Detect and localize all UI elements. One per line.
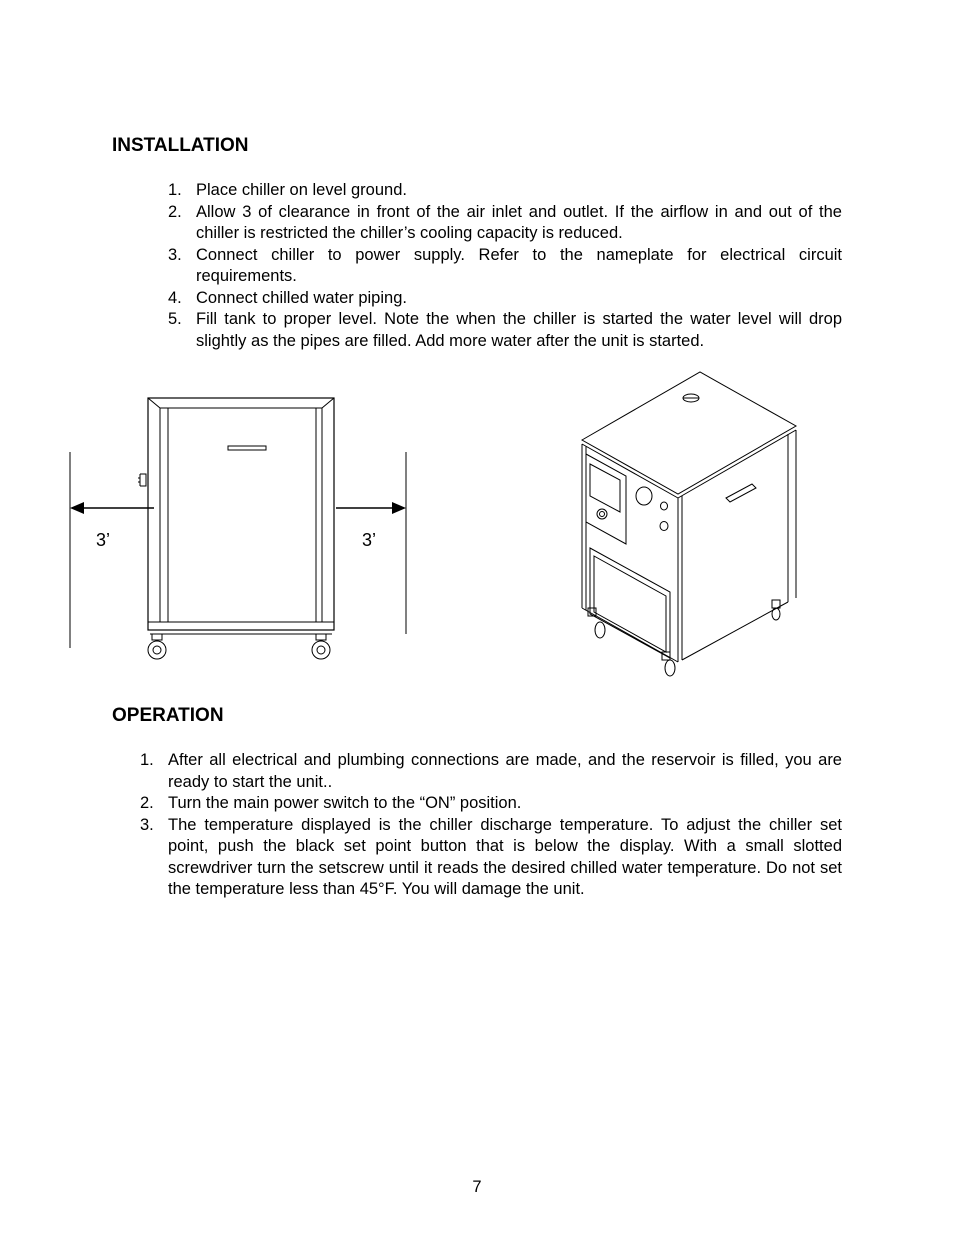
list-item: [140, 815, 842, 901]
item-number: 2.: [168, 202, 182, 221]
installation-steps-list: [168, 180, 842, 352]
water-port-small: [660, 522, 668, 531]
caster: [662, 652, 675, 676]
list-item: [168, 245, 842, 288]
item-text: Connect chiller to power supply. Refer to the nameplate for electrical circuit requirements.: [196, 245, 842, 285]
installation-heading: INSTALLATION: [112, 135, 249, 156]
list-item: [168, 180, 842, 202]
bracket: [138, 474, 146, 486]
list-item: [168, 202, 842, 245]
item-number: 4.: [168, 288, 182, 307]
left-clearance-label: 3’: [96, 530, 111, 550]
water-port-large: [636, 487, 652, 505]
cabinet-outline: [148, 398, 334, 630]
list-item: [168, 288, 842, 310]
item-number: 3.: [140, 815, 154, 834]
list-item: [168, 309, 842, 352]
item-number: 2.: [140, 794, 154, 812]
list-item: [140, 793, 842, 815]
item-number: 3.: [168, 245, 182, 264]
setpoint-knob: [597, 509, 607, 519]
item-text: The temperature displayed is the chiller discharge temperature. To adjust the chiller set point, push the black set point button that is below the display. With a small slotted screwdriver turn the setscrew until it reads the desired chilled water temperature. Do not set the temperature less than 45°F. You will damage the unit.: [168, 815, 842, 898]
item-text: Allow 3 of clearance in front of the air inlet and outlet. If the airflow in and out of the chiller is restricted the chiller’s cooling capacity is reduced.: [196, 202, 842, 242]
door-handle: [228, 446, 266, 450]
caster: [772, 600, 780, 620]
right-clearance-label: 3’: [362, 530, 377, 550]
operation-heading: OPERATION: [112, 705, 224, 726]
display-screen: [590, 464, 620, 512]
item-text: Connect chilled water piping.: [196, 288, 407, 307]
list-item: [140, 750, 842, 793]
chiller-front-clearance-drawing: [60, 390, 420, 670]
item-number: 1.: [168, 181, 182, 199]
item-text: Place chiller on level ground.: [196, 181, 407, 199]
item-number: 1.: [140, 751, 154, 769]
item-text: Fill tank to proper level. Note the when the chiller is started the water level will drop slightly as the pipes are filled. Add more water after the unit is started.: [196, 310, 842, 350]
top-face: [582, 372, 796, 494]
item-number: 5.: [168, 310, 182, 328]
chiller-isometric-drawing: [570, 368, 805, 683]
item-text: Turn the main power switch to the “ON” position.: [168, 794, 522, 812]
operation-steps-list: [140, 750, 842, 901]
side-handle: [726, 484, 756, 502]
water-port-small: [661, 502, 668, 510]
caster-left: [148, 634, 166, 659]
caster-right: [312, 634, 330, 659]
page-number: 7: [472, 1178, 482, 1196]
item-text: After all electrical and plumbing connections are made, and the reservoir is filled, you are ready to start the unit..: [168, 751, 842, 791]
air-grille-panel: [590, 548, 670, 658]
